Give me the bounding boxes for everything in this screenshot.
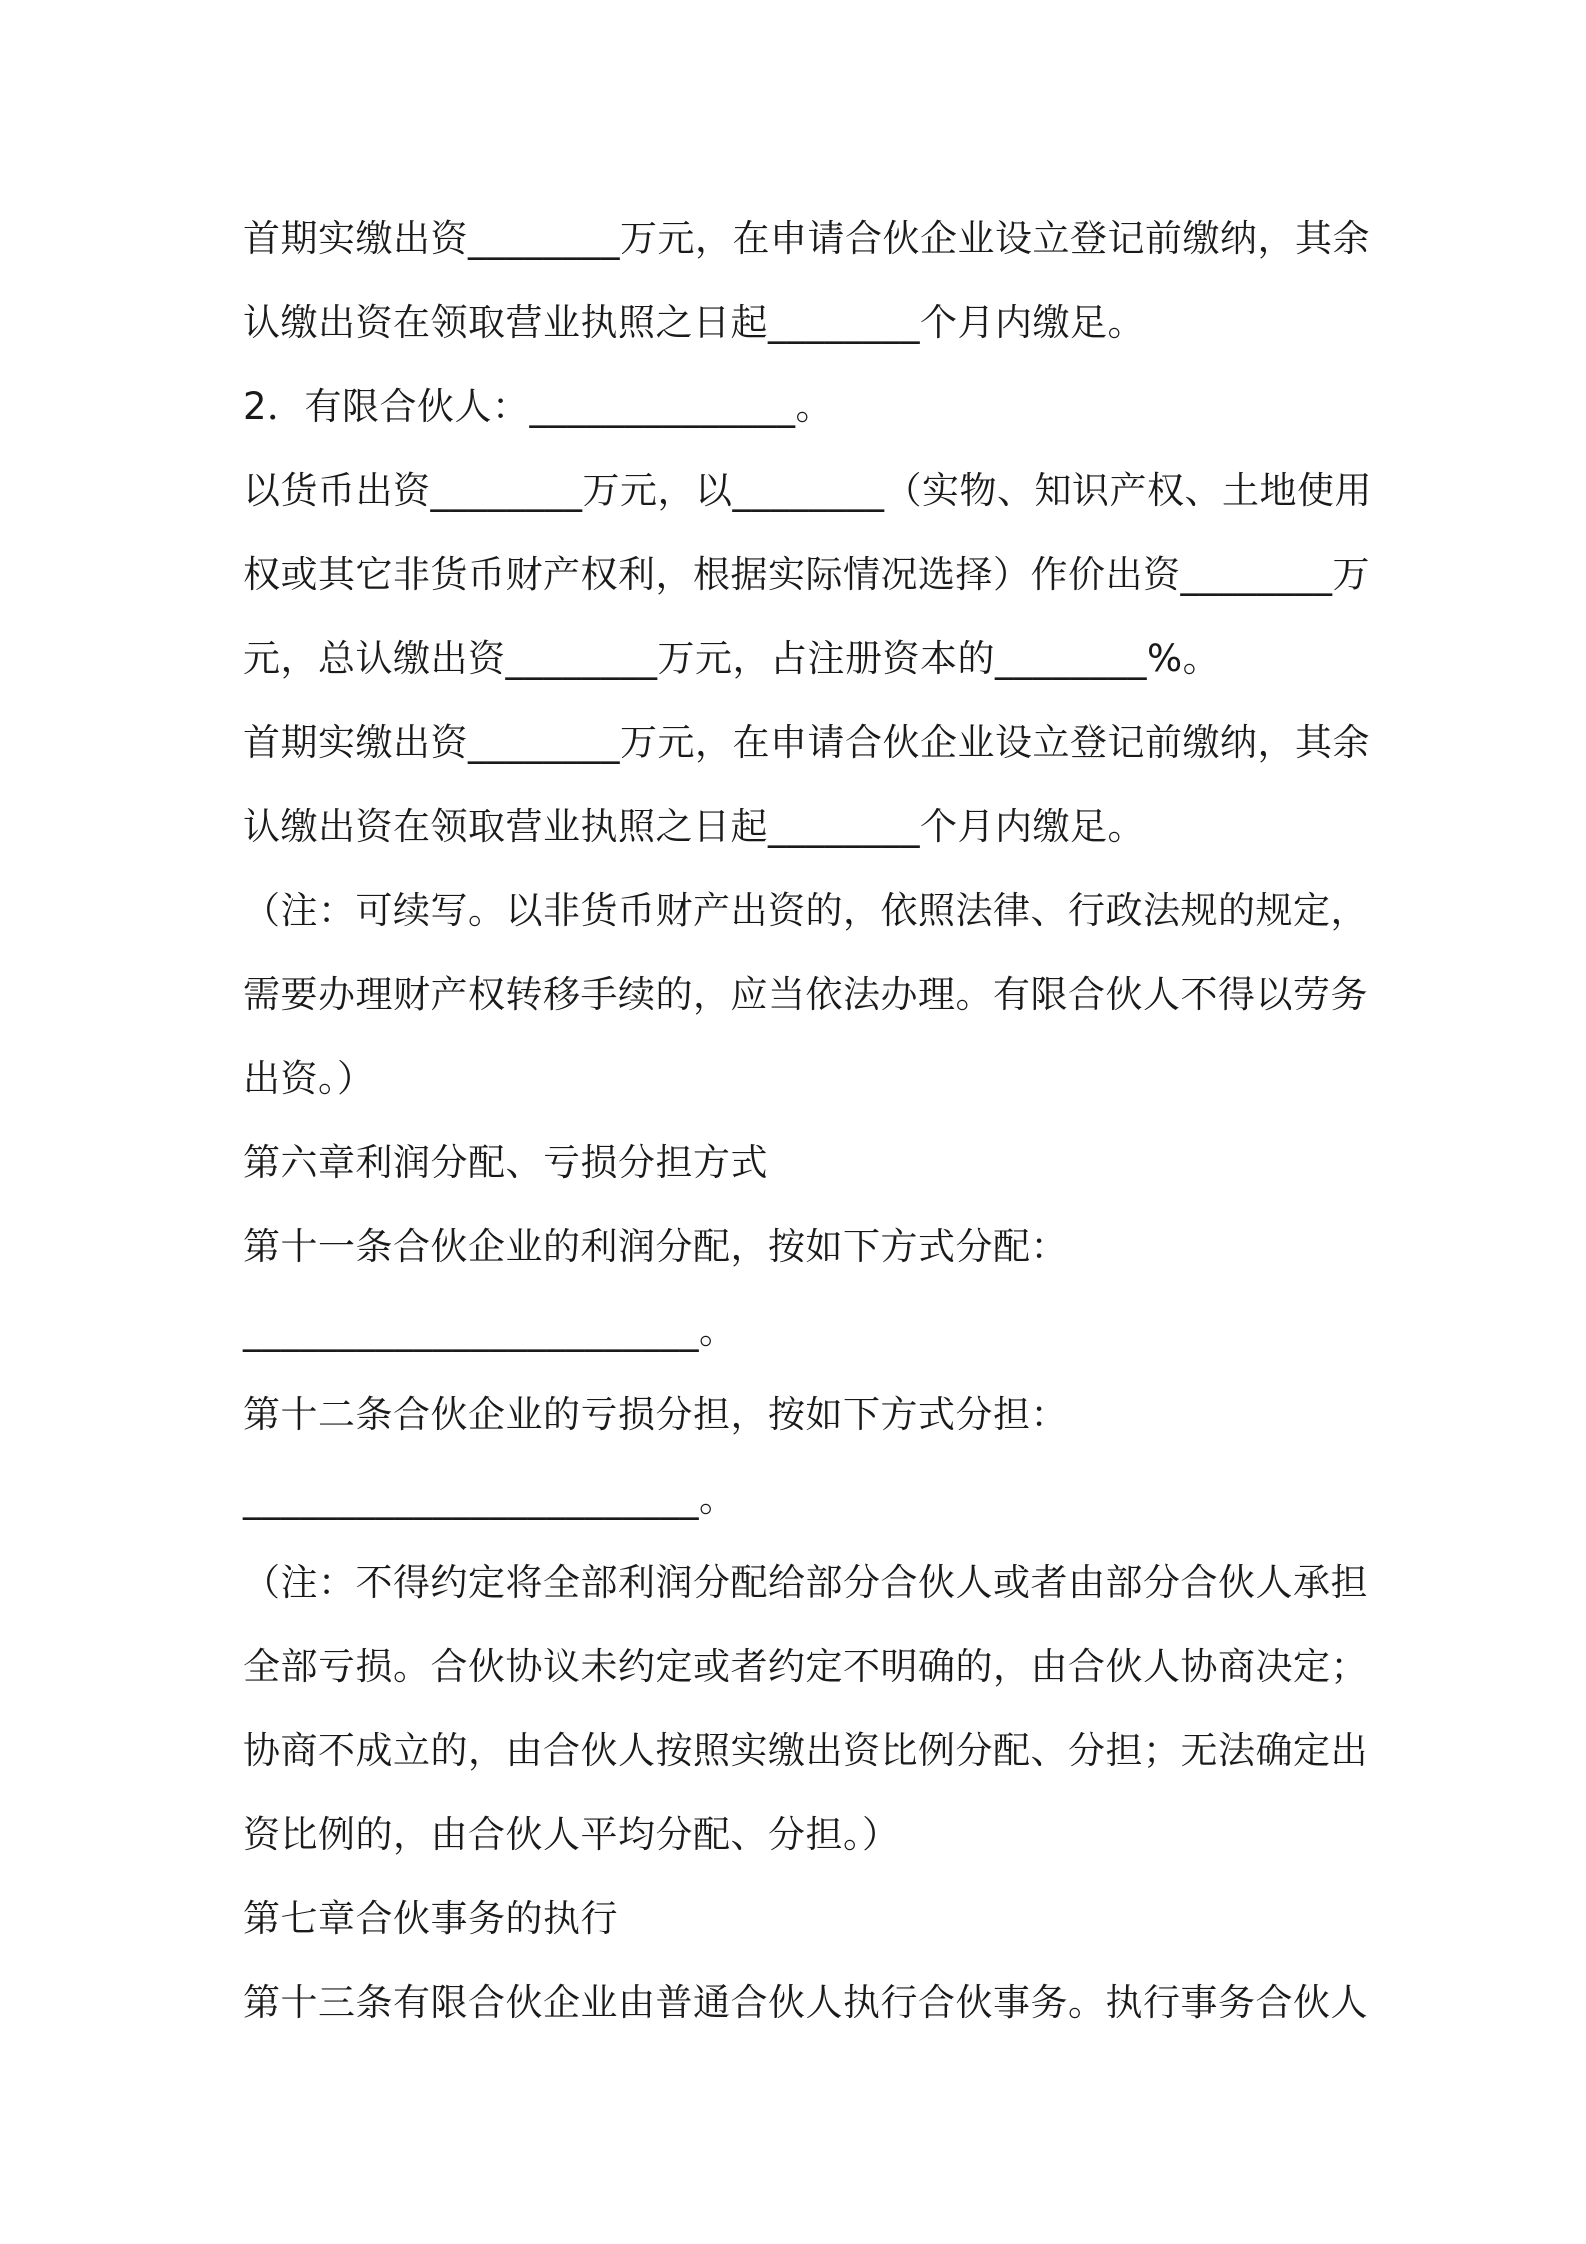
article-line: 第十二条合伙企业的亏损分担，按如下方式分担： [243, 1393, 1068, 1436]
paragraph-line: 首期实缴出资________万元，在申请合伙企业设立登记前缴纳，其余 [243, 721, 1370, 764]
paragraph-line: 出资。） [243, 1057, 375, 1100]
chapter-heading: 第七章合伙事务的执行 [243, 1897, 618, 1940]
article-line: 第十三条有限合伙企业由普通合伙人执行合伙事务。执行事务合伙人 [243, 1981, 1368, 2024]
paragraph-line: （注：不得约定将全部利润分配给部分合伙人或者由部分合伙人承担 [243, 1561, 1368, 1604]
paragraph-line: 全部亏损。合伙协议未约定或者约定不明确的，由合伙人协商决定； [243, 1645, 1368, 1688]
paragraph-line: （注：可续写。以非货币财产出资的，依照法律、行政法规的规定， [243, 889, 1368, 932]
paragraph-line: 权或其它非货币财产权利，根据实际情况选择）作价出资________万 [243, 553, 1370, 596]
blank-fill-line: ________________________。 [243, 1309, 737, 1352]
paragraph-line: 需要办理财产权转移手续的，应当依法办理。有限合伙人不得以劳务 [243, 973, 1368, 1016]
article-line: 第十一条合伙企业的利润分配，按如下方式分配： [243, 1225, 1068, 1268]
paragraph-line: 元，总认缴出资________万元，占注册资本的________%。 [243, 637, 1221, 680]
paragraph-line: 认缴出资在领取营业执照之日起________个月内缴足。 [243, 301, 1145, 344]
paragraph-line: 以货币出资________万元，以________（实物、知识产权、土地使用 [243, 469, 1372, 512]
document-body [243, 197, 1372, 2045]
blank-fill-line: ________________________。 [243, 1477, 737, 1520]
paragraph-line: 资比例的，由合伙人平均分配、分担。） [243, 1813, 900, 1856]
paragraph-line: 协商不成立的，由合伙人按照实缴出资比例分配、分担；无法确定出 [243, 1729, 1368, 1772]
paragraph-line: 认缴出资在领取营业执照之日起________个月内缴足。 [243, 805, 1145, 848]
paragraph-line: 首期实缴出资________万元，在申请合伙企业设立登记前缴纳，其余 [243, 217, 1370, 260]
paragraph-line: 2．有限合伙人：______________。 [243, 385, 834, 428]
chapter-heading: 第六章利润分配、亏损分担方式 [243, 1141, 768, 1184]
